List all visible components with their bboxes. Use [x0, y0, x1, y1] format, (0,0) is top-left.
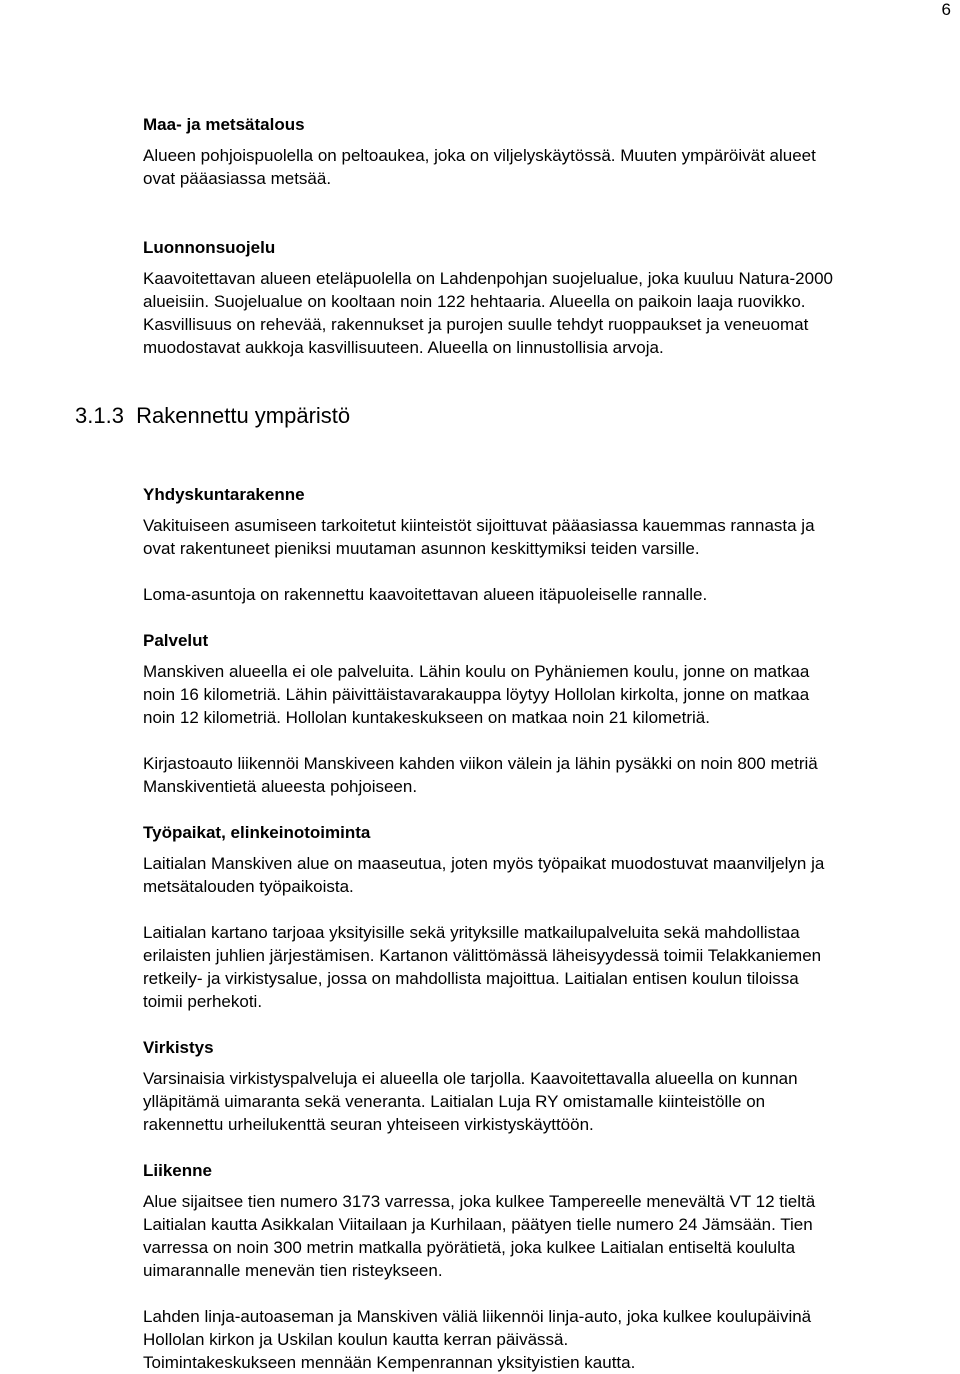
text-line: varressa on noin 300 metrin matkalla pyörätietä, joka kulkee Laitialan entiseltä koululta [143, 1238, 796, 1257]
section-heading: Maa- ja metsätalous [143, 115, 305, 134]
text-line: Loma-asuntoja on rakennettu kaavoitettavan alueen itäpuoleiselle rannalle. [143, 585, 708, 604]
page-body-top [143, 113, 943, 359]
page-body [143, 483, 943, 1374]
text-line: Laitialan kautta Asikkalan Viitailaan ja Kurhilaan, päätyen tielle numero 24 Jämsään. Tien [143, 1215, 813, 1234]
text-line: Kirjastoauto liikennöi Manskiveen kahden viikon välein ja lähin pysäkki on noin 800 metriä [143, 754, 818, 773]
section-heading: Luonnonsuojelu [143, 238, 276, 257]
text-line: muodostavat aukkoja kasvillisuuteen. Alueella on linnustollisia arvoja. [143, 338, 664, 357]
section-tyopaikat [143, 821, 943, 1013]
text-line: Manskiventietä alueesta pohjoiseen. [143, 777, 418, 796]
section-heading: Virkistys [143, 1038, 214, 1057]
text-line: Vakituiseen asumiseen tarkoitetut kiinteistöt sijoittuvat pääasiassa kauemmas rannasta ja [143, 516, 815, 535]
text-line: alueisiin. Suojelualue on kooltaan noin 122 hehtaaria. Alueella on paikoin laaja ruovikko. [143, 292, 806, 311]
text-line: toimii perhekoti. [143, 992, 263, 1011]
section-yhdyskuntarakenne [143, 483, 943, 606]
section-heading: Yhdyskuntarakenne [143, 485, 305, 504]
section-heading: Liikenne [143, 1161, 212, 1180]
text-line: retkeily- ja virkistysalue, jossa on mahdollista majoittua. Laitialan entisen koulun tiloissa [143, 969, 799, 988]
chapter-title: 3.1.3 Rakennettu ympäristö [75, 403, 351, 428]
section-heading: Työpaikat, elinkeinotoiminta [143, 823, 371, 842]
page-number: 6 [941, 0, 951, 19]
section-palvelut [143, 629, 943, 798]
text-line: Kasvillisuus on rehevää, rakennukset ja purojen suulle tehdyt ruoppaukset ja veneuomat [143, 315, 809, 334]
text-line: Alueen pohjoispuolella on peltoaukea, joka on viljelyskäytössä. Muuten ympäröivät alueet [143, 146, 816, 165]
text-line: Hollolan kirkon ja Uskilan koulun kautta kerran päivässä. [143, 1330, 569, 1349]
text-line: Alue sijaitsee tien numero 3173 varressa, joka kulkee Tampereelle menevältä VT 12 tieltä [143, 1192, 816, 1211]
section-luonnonsuojelu [143, 236, 943, 359]
text-line: noin 16 kilometriä. Lähin päivittäistavarakauppa löytyy Hollolan kirkolta, jonne on matkaa [143, 685, 810, 704]
section-maa-ja-metsatalous [143, 113, 943, 190]
text-line: rakennettu urheilukenttä seuran yhteiseen virkistyskäyttöön. [143, 1115, 594, 1134]
text-line: Varsinaisia virkistyspalveluja ei alueella ole tarjolla. Kaavoitettavalla alueella on kunnan [143, 1069, 798, 1088]
section-virkistys [143, 1036, 943, 1136]
text-line: erilaisten juhlien järjestämisen. Kartanon välittömässä läheisyydessä toimii Telakkaniemen [143, 946, 822, 965]
text-line: uimarannalle menevän tien risteykseen. [143, 1261, 443, 1280]
text-line: ovat pääasiassa metsää. [143, 169, 332, 188]
text-line: ylläpitämä uimaranta sekä veneranta. Laitialan Luja RY omistamalle kiinteistölle on [143, 1092, 766, 1111]
text-line: ovat rakentuneet pieniksi muutaman asunnon keskittymiksi teiden varsille. [143, 539, 700, 558]
text-line: Lahden linja-autoaseman ja Manskiven väliä liikennöi linja-auto, joka kulkee koulupäivinä [143, 1307, 812, 1326]
text-line: Manskiven alueella ei ole palveluita. Lähin koulu on Pyhäniemen koulu, jonne on matkaa [143, 662, 810, 681]
text-line: Toimintakeskukseen mennään Kempenrannan yksityistien kautta. [143, 1353, 636, 1372]
section-liikenne [143, 1159, 943, 1374]
section-heading: Palvelut [143, 631, 209, 650]
text-line: metsätalouden työpaikoista. [143, 877, 354, 896]
text-line: noin 12 kilometriä. Hollolan kuntakeskukseen on matkaa noin 21 kilometriä. [143, 708, 710, 727]
text-line: Laitialan kartano tarjoaa yksityisille sekä yrityksille matkailupalveluita sekä mahdollistaa [143, 923, 800, 942]
text-line: Kaavoitettavan alueen eteläpuolella on Lahdenpohjan suojelualue, joka kuuluu Natura-2000 [143, 269, 833, 288]
text-line: Laitialan Manskiven alue on maaseutua, joten myös työpaikat muodostuvat maanviljelyn ja [143, 854, 825, 873]
